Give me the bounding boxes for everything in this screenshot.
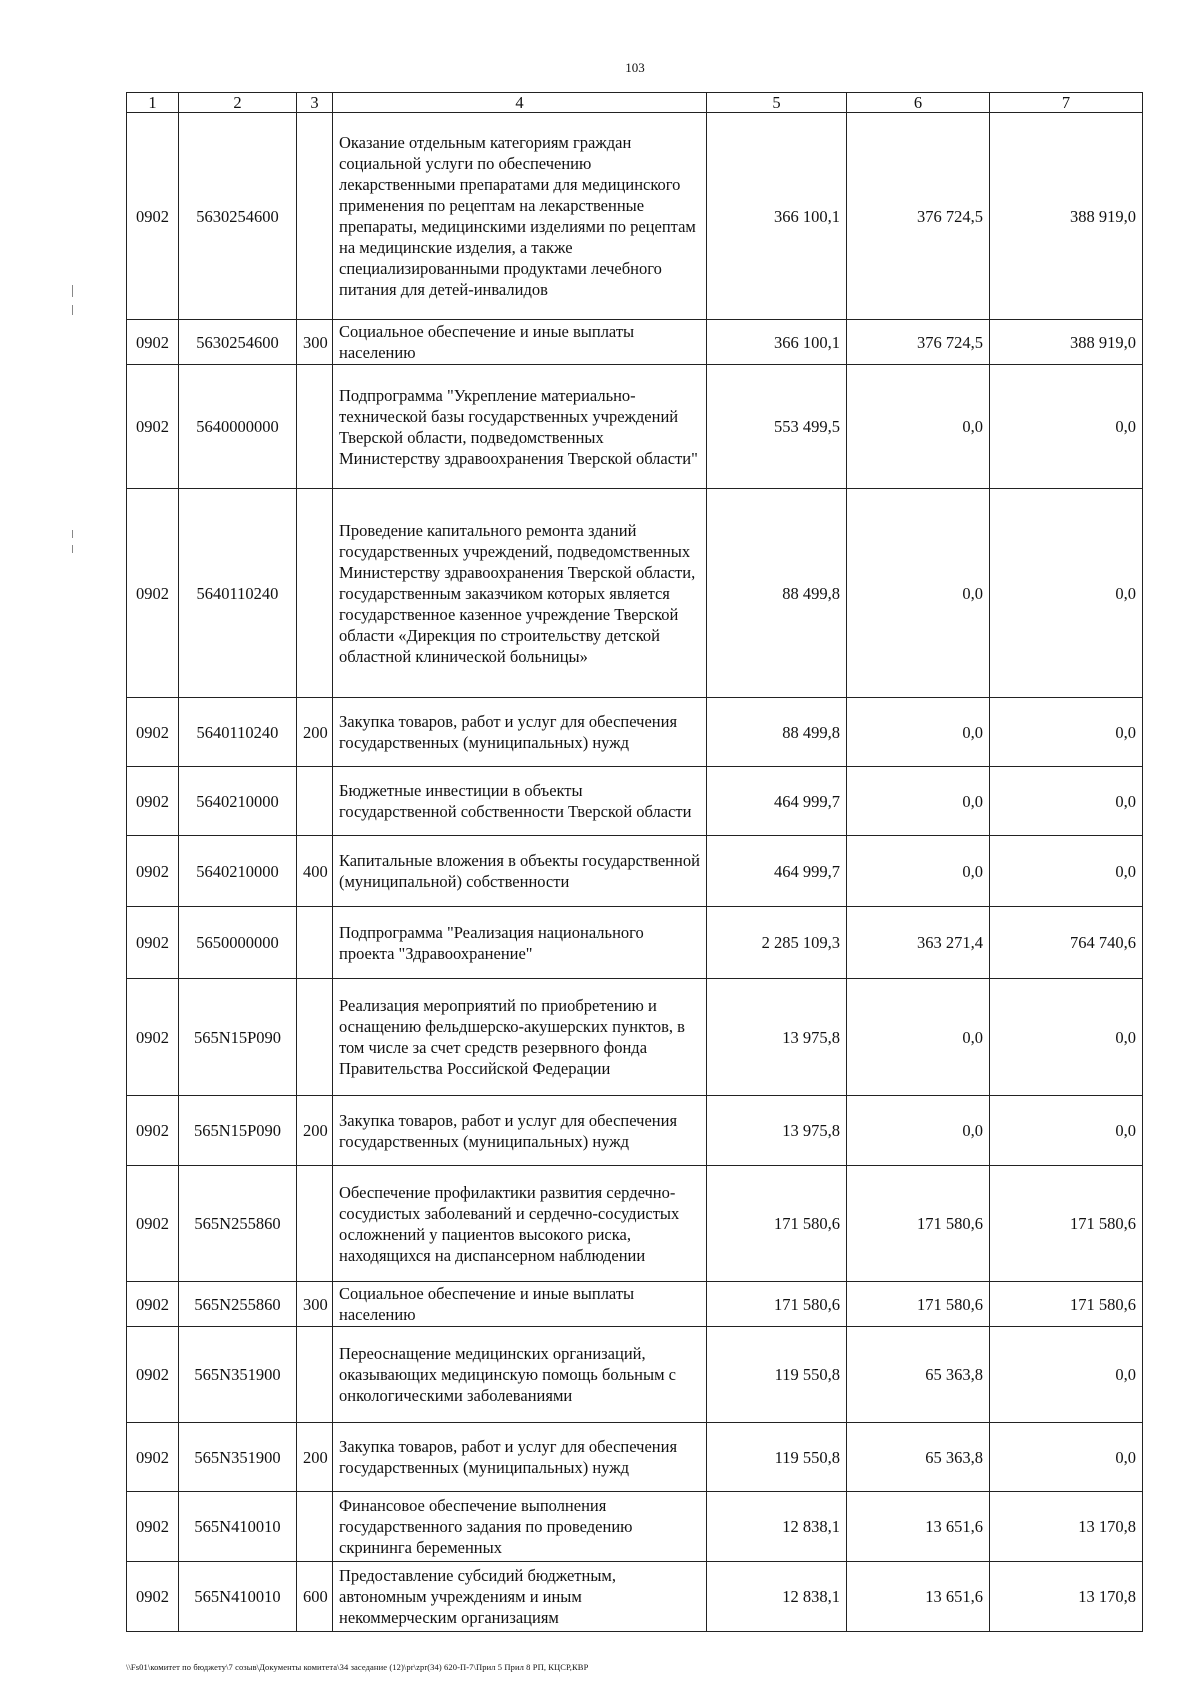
target-code: 5630254600	[179, 113, 297, 320]
table-row	[127, 836, 1143, 907]
header-row	[127, 93, 1143, 113]
target-code: 5640110240	[179, 698, 297, 767]
item-name: Закупка товаров, работ и услуг для обеспечения государственных (муниципальных) нужд	[333, 1096, 707, 1166]
table-row	[127, 113, 1143, 320]
table-row	[127, 767, 1143, 836]
table-row	[127, 1166, 1143, 1282]
amount-year-2: 65 363,8	[847, 1423, 990, 1492]
section-code: 0902	[127, 1096, 179, 1166]
amount-year-2: 0,0	[847, 979, 990, 1096]
amount-year-3: 0,0	[990, 1423, 1143, 1492]
expense-type	[297, 1492, 333, 1562]
section-code: 0902	[127, 1327, 179, 1423]
target-code: 5640210000	[179, 836, 297, 907]
page-number: 103	[625, 60, 645, 75]
amount-year-1: 119 550,8	[707, 1423, 847, 1492]
budget-table	[126, 92, 1143, 1632]
header-col-3: 3	[297, 93, 333, 113]
amount-year-1: 88 499,8	[707, 698, 847, 767]
amount-year-2: 363 271,4	[847, 907, 990, 979]
section-code: 0902	[127, 1562, 179, 1632]
expense-type	[297, 1327, 333, 1423]
target-code: 565N15P090	[179, 979, 297, 1096]
table-row	[127, 489, 1143, 698]
item-name: Социальное обеспечение и иные выплаты населению	[333, 320, 707, 365]
item-name: Капитальные вложения в объекты государственной (муниципальной) собственности	[333, 836, 707, 907]
item-name: Обеспечение профилактики развития сердечно-сосудистых заболеваний и сердечно-сосудистых осложнений у пациентов высокого риска, находящихся на диспансерном наблюдении	[333, 1166, 707, 1282]
amount-year-2: 13 651,6	[847, 1492, 990, 1562]
section-code: 0902	[127, 907, 179, 979]
amount-year-2: 376 724,5	[847, 113, 990, 320]
item-name: Предоставление субсидий бюджетным, автономным учреждениям и иным некоммерческим организациям	[333, 1562, 707, 1632]
amount-year-1: 171 580,6	[707, 1282, 847, 1327]
amount-year-3: 171 580,6	[990, 1166, 1143, 1282]
target-code: 565N351900	[179, 1423, 297, 1492]
scan-artifact	[72, 305, 73, 315]
section-code: 0902	[127, 489, 179, 698]
table-row	[127, 1282, 1143, 1327]
amount-year-1: 553 499,5	[707, 365, 847, 489]
header-col-7: 7	[990, 93, 1143, 113]
item-name: Подпрограмма "Укрепление материально-технической базы государственных учреждений Тверской области, подведомственных Министерству здравоохранения Тверской области"	[333, 365, 707, 489]
amount-year-1: 171 580,6	[707, 1166, 847, 1282]
target-code: 565N410010	[179, 1492, 297, 1562]
expense-type	[297, 365, 333, 489]
expense-type: 400	[297, 836, 333, 907]
section-code: 0902	[127, 113, 179, 320]
amount-year-3: 13 170,8	[990, 1492, 1143, 1562]
amount-year-1: 464 999,7	[707, 767, 847, 836]
table-row	[127, 979, 1143, 1096]
target-code: 5640000000	[179, 365, 297, 489]
amount-year-3: 0,0	[990, 698, 1143, 767]
amount-year-2: 0,0	[847, 698, 990, 767]
table-row	[127, 1423, 1143, 1492]
item-name: Закупка товаров, работ и услуг для обеспечения государственных (муниципальных) нужд	[333, 1423, 707, 1492]
amount-year-2: 0,0	[847, 365, 990, 489]
amount-year-2: 0,0	[847, 767, 990, 836]
table-row	[127, 1327, 1143, 1423]
section-code: 0902	[127, 979, 179, 1096]
amount-year-1: 12 838,1	[707, 1562, 847, 1632]
amount-year-2: 171 580,6	[847, 1282, 990, 1327]
expense-type	[297, 767, 333, 836]
amount-year-1: 13 975,8	[707, 1096, 847, 1166]
amount-year-2: 0,0	[847, 836, 990, 907]
expense-type: 300	[297, 1282, 333, 1327]
scan-artifact	[72, 285, 73, 297]
amount-year-1: 464 999,7	[707, 836, 847, 907]
expense-type: 600	[297, 1562, 333, 1632]
amount-year-1: 366 100,1	[707, 320, 847, 365]
item-name: Финансовое обеспечение выполнения государственного задания по проведению скрининга беременных	[333, 1492, 707, 1562]
target-code: 5640110240	[179, 489, 297, 698]
item-name: Оказание отдельным категориям граждан социальной услуги по обеспечению лекарственными препаратами для медицинского применения по рецептам на лекарственные препараты, медицинскими изделиями по рецептам на медицинские изделия, а также специализированными продуктами лечебного питания для детей-инвалидов	[333, 113, 707, 320]
target-code: 5650000000	[179, 907, 297, 979]
header-col-6: 6	[847, 93, 990, 113]
expense-type: 200	[297, 698, 333, 767]
header-col-2: 2	[179, 93, 297, 113]
item-name: Подпрограмма "Реализация национального проекта "Здравоохранение"	[333, 907, 707, 979]
amount-year-2: 376 724,5	[847, 320, 990, 365]
table-row	[127, 907, 1143, 979]
amount-year-3: 0,0	[990, 365, 1143, 489]
item-name: Проведение капитального ремонта зданий государственных учреждений, подведомственных Министерству здравоохранения Тверской области, государственным заказчиком которых является государственное казенное учреждение Тверской области «Дирекция по строительству детской областной клинической больницы»	[333, 489, 707, 698]
section-code: 0902	[127, 1282, 179, 1327]
amount-year-3: 0,0	[990, 489, 1143, 698]
expense-type: 200	[297, 1423, 333, 1492]
expense-type	[297, 1166, 333, 1282]
expense-type	[297, 979, 333, 1096]
section-code: 0902	[127, 365, 179, 489]
section-code: 0902	[127, 836, 179, 907]
item-name: Бюджетные инвестиции в объекты государственной собственности Тверской области	[333, 767, 707, 836]
amount-year-3: 0,0	[990, 767, 1143, 836]
expense-type	[297, 907, 333, 979]
section-code: 0902	[127, 1166, 179, 1282]
item-name: Социальное обеспечение и иные выплаты населению	[333, 1282, 707, 1327]
item-name: Закупка товаров, работ и услуг для обеспечения государственных (муниципальных) нужд	[333, 698, 707, 767]
table-row	[127, 698, 1143, 767]
expense-type	[297, 489, 333, 698]
header-col-5: 5	[707, 93, 847, 113]
target-code: 565N255860	[179, 1282, 297, 1327]
section-code: 0902	[127, 767, 179, 836]
amount-year-2: 0,0	[847, 1096, 990, 1166]
target-code: 565N351900	[179, 1327, 297, 1423]
amount-year-3: 0,0	[990, 1096, 1143, 1166]
table-row	[127, 1562, 1143, 1632]
amount-year-1: 119 550,8	[707, 1327, 847, 1423]
amount-year-3: 0,0	[990, 979, 1143, 1096]
scan-artifact	[72, 530, 73, 538]
expense-type: 200	[297, 1096, 333, 1166]
table-row	[127, 365, 1143, 489]
expense-type	[297, 113, 333, 320]
scan-artifact	[72, 545, 73, 553]
target-code: 565N15P090	[179, 1096, 297, 1166]
header-col-1: 1	[127, 93, 179, 113]
amount-year-2: 0,0	[847, 489, 990, 698]
amount-year-3: 388 919,0	[990, 320, 1143, 365]
item-name: Реализация мероприятий по приобретению и оснащению фельдшерско-акушерских пунктов, в том числе за счет средств резервного фонда Правительства Российской Федерации	[333, 979, 707, 1096]
section-code: 0902	[127, 698, 179, 767]
target-code: 5640210000	[179, 767, 297, 836]
target-code: 565N255860	[179, 1166, 297, 1282]
amount-year-3: 0,0	[990, 1327, 1143, 1423]
file-path-footer: \\Fs01\комитет по бюджету\7 созыв\Документы комитета\34 заседание (12)\pr\zpr(34) 620-П-7\Прил 5 Прил 8 РП, КЦСР,КВР	[126, 1662, 589, 1672]
amount-year-3: 764 740,6	[990, 907, 1143, 979]
amount-year-3: 13 170,8	[990, 1562, 1143, 1632]
table-row	[127, 320, 1143, 365]
target-code: 565N410010	[179, 1562, 297, 1632]
table-row	[127, 1096, 1143, 1166]
section-code: 0902	[127, 1423, 179, 1492]
amount-year-1: 366 100,1	[707, 113, 847, 320]
amount-year-2: 13 651,6	[847, 1562, 990, 1632]
header-col-4: 4	[333, 93, 707, 113]
amount-year-3: 0,0	[990, 836, 1143, 907]
amount-year-1: 88 499,8	[707, 489, 847, 698]
amount-year-1: 2 285 109,3	[707, 907, 847, 979]
table-row	[127, 1492, 1143, 1562]
section-code: 0902	[127, 320, 179, 365]
amount-year-3: 388 919,0	[990, 113, 1143, 320]
target-code: 5630254600	[179, 320, 297, 365]
amount-year-2: 65 363,8	[847, 1327, 990, 1423]
amount-year-3: 171 580,6	[990, 1282, 1143, 1327]
amount-year-1: 12 838,1	[707, 1492, 847, 1562]
item-name: Переоснащение медицинских организаций, оказывающих медицинскую помощь больным с онкологическими заболеваниями	[333, 1327, 707, 1423]
amount-year-2: 171 580,6	[847, 1166, 990, 1282]
expense-type: 300	[297, 320, 333, 365]
amount-year-1: 13 975,8	[707, 979, 847, 1096]
section-code: 0902	[127, 1492, 179, 1562]
